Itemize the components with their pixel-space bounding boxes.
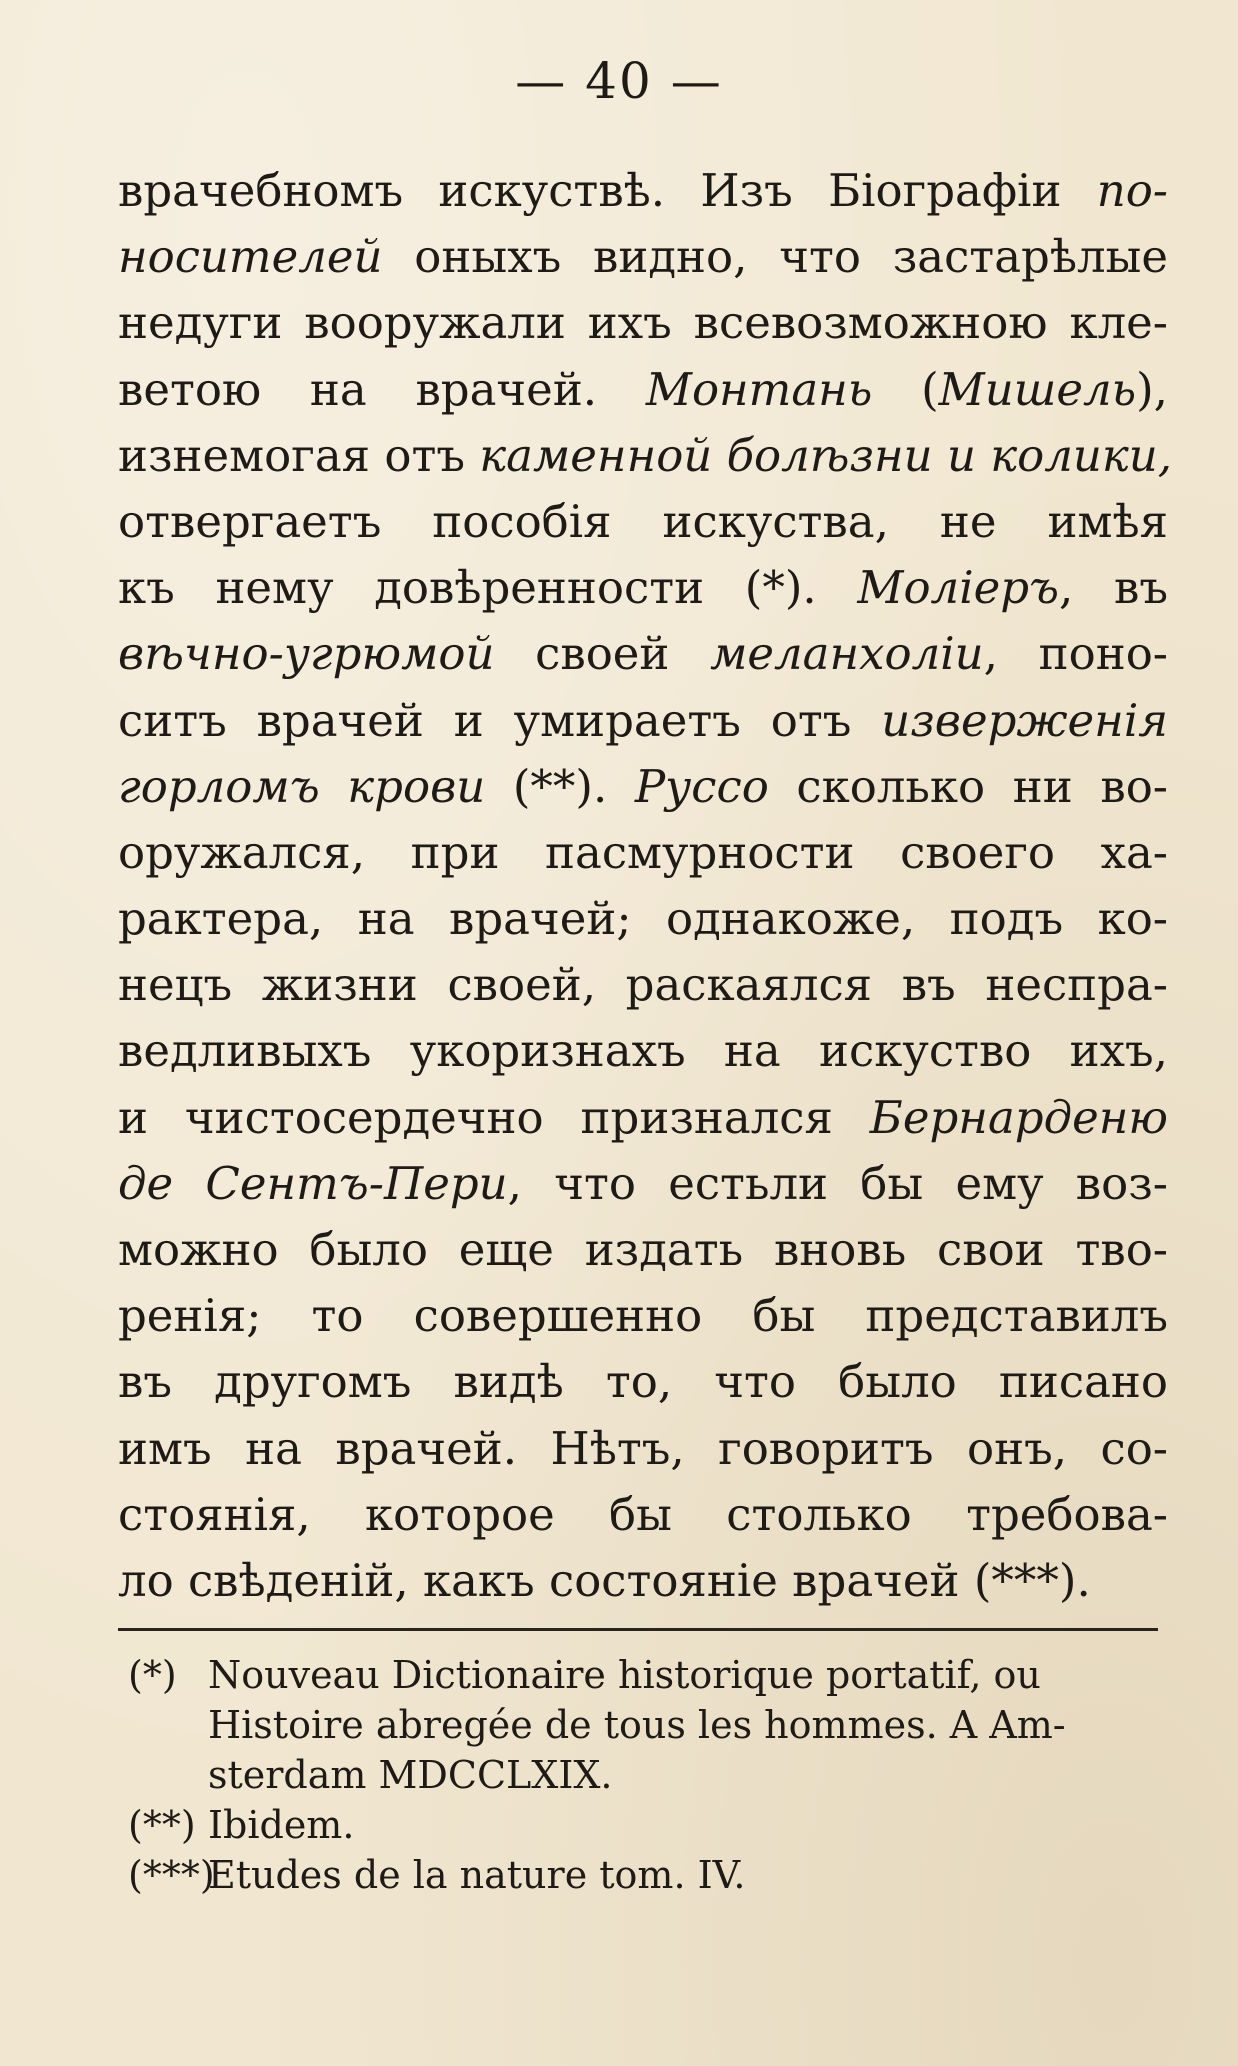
footnote-rule [118, 1628, 1158, 1631]
text-segment: недуги вооружали ихъ всевозможною кле- [118, 296, 1168, 350]
italic-text: Бернарденю [869, 1090, 1168, 1144]
italic-text: Моліеръ [857, 561, 1060, 615]
text-segment: , въ [1059, 561, 1168, 615]
footnote-text: Nouveau Dictionaire historique portatif, ou [208, 1653, 1041, 1697]
body-text [118, 158, 1173, 1614]
italic-text: де Сентъ-Пери [118, 1156, 508, 1210]
text-segment: своей [494, 627, 711, 681]
text-line [118, 1217, 1168, 1283]
italic-text: Руссо [634, 759, 769, 813]
text-line [118, 886, 1168, 952]
text-segment: оныхъ видно, что застарѣлые [382, 230, 1168, 284]
text-line [118, 357, 1168, 423]
footnote-mark: (*) [128, 1653, 177, 1697]
footnote-text: Ibidem. [208, 1803, 355, 1847]
text-line [118, 1085, 1168, 1151]
text-segment: къ нему довѣренности (*). [118, 561, 858, 615]
footnote-text: Etudes de la nature tom. IV. [208, 1853, 746, 1897]
footnote-mark: (**) [128, 1803, 196, 1847]
text-line [118, 555, 1168, 621]
text-segment: рактера, на врачей; однакоже, подъ ко- [118, 892, 1168, 946]
text-segment: оружался, при пасмурности своего ха- [118, 825, 1168, 879]
text-line [118, 1416, 1168, 1482]
text-segment: (**). [485, 759, 635, 813]
text-segment: , поно- [983, 627, 1168, 681]
text-line [118, 754, 1168, 820]
text-line [118, 952, 1168, 1018]
text-line [118, 1151, 1168, 1217]
text-line [118, 688, 1168, 754]
footnote [128, 1650, 1168, 1700]
footnote-text: sterdam MDCCLXIX. [208, 1753, 613, 1797]
text-segment: ло свѣденій, какъ состояніе врачей (***). [118, 1553, 1091, 1607]
italic-text: носителей [118, 230, 383, 284]
text-segment: отвергаетъ пособія искуства, не имѣя [118, 494, 1168, 548]
italic-text: вѣчно-угрюмой [118, 627, 495, 681]
text-line [118, 1349, 1168, 1415]
text-line [118, 820, 1168, 886]
footnote-text: Histoire abregée de tous les hommes. A Am- [208, 1703, 1066, 1747]
footnote [128, 1800, 1168, 1850]
text-segment: можно было еще издать вновь свои тво- [118, 1223, 1168, 1276]
text-segment: врачебномъ искуствѣ. Изъ Біографіи [118, 164, 1097, 217]
text-line [118, 290, 1168, 356]
text-segment: имъ на врачей. Нѣтъ, говоритъ онъ, со- [118, 1421, 1168, 1475]
italic-text: Мишель [938, 362, 1137, 416]
text-line [118, 621, 1168, 687]
text-segment: въ другомъ видѣ то, что было писано [118, 1355, 1168, 1409]
text-segment: ( [872, 362, 939, 416]
italic-text: по- [1096, 164, 1168, 217]
text-line [118, 489, 1168, 555]
text-segment: ), [1136, 362, 1168, 416]
italic-text: изверженія [881, 693, 1168, 747]
text-segment: нецъ жизни своей, раскаялся въ неспра- [118, 958, 1168, 1012]
footnotes [128, 1650, 1168, 1900]
text-line [118, 1018, 1168, 1084]
text-segment: ситъ врачей и умираетъ отъ [118, 693, 882, 747]
text-line [118, 423, 1173, 489]
text-segment: ведливыхъ укоризнахъ на искуство ихъ, [118, 1024, 1168, 1078]
italic-text: горломъ крови [118, 759, 486, 813]
italic-text: каменной болѣзни и колики, [479, 428, 1173, 482]
text-segment: ренія; то совершенно бы представилъ [118, 1289, 1168, 1343]
italic-text: Монтань [645, 362, 873, 416]
text-line [118, 224, 1168, 290]
text-segment: ветою на врачей. [118, 362, 646, 416]
text-line [118, 158, 1168, 224]
text-segment: и чистосердечно признался [118, 1090, 870, 1144]
text-segment: изнемогая отъ [118, 428, 480, 482]
footnote [128, 1850, 1168, 1900]
page-number: — 40 — [515, 52, 723, 110]
text-segment: сколько ни во- [768, 759, 1168, 813]
text-line [118, 1482, 1168, 1548]
text-segment: стоянія, которое бы столько требова- [118, 1487, 1168, 1541]
footnote-mark: (***) [128, 1853, 215, 1897]
text-segment: , что естьли бы ему воз- [507, 1156, 1168, 1210]
italic-text: меланхоліи [710, 627, 984, 681]
text-line [118, 1548, 1168, 1614]
text-line [118, 1283, 1168, 1349]
